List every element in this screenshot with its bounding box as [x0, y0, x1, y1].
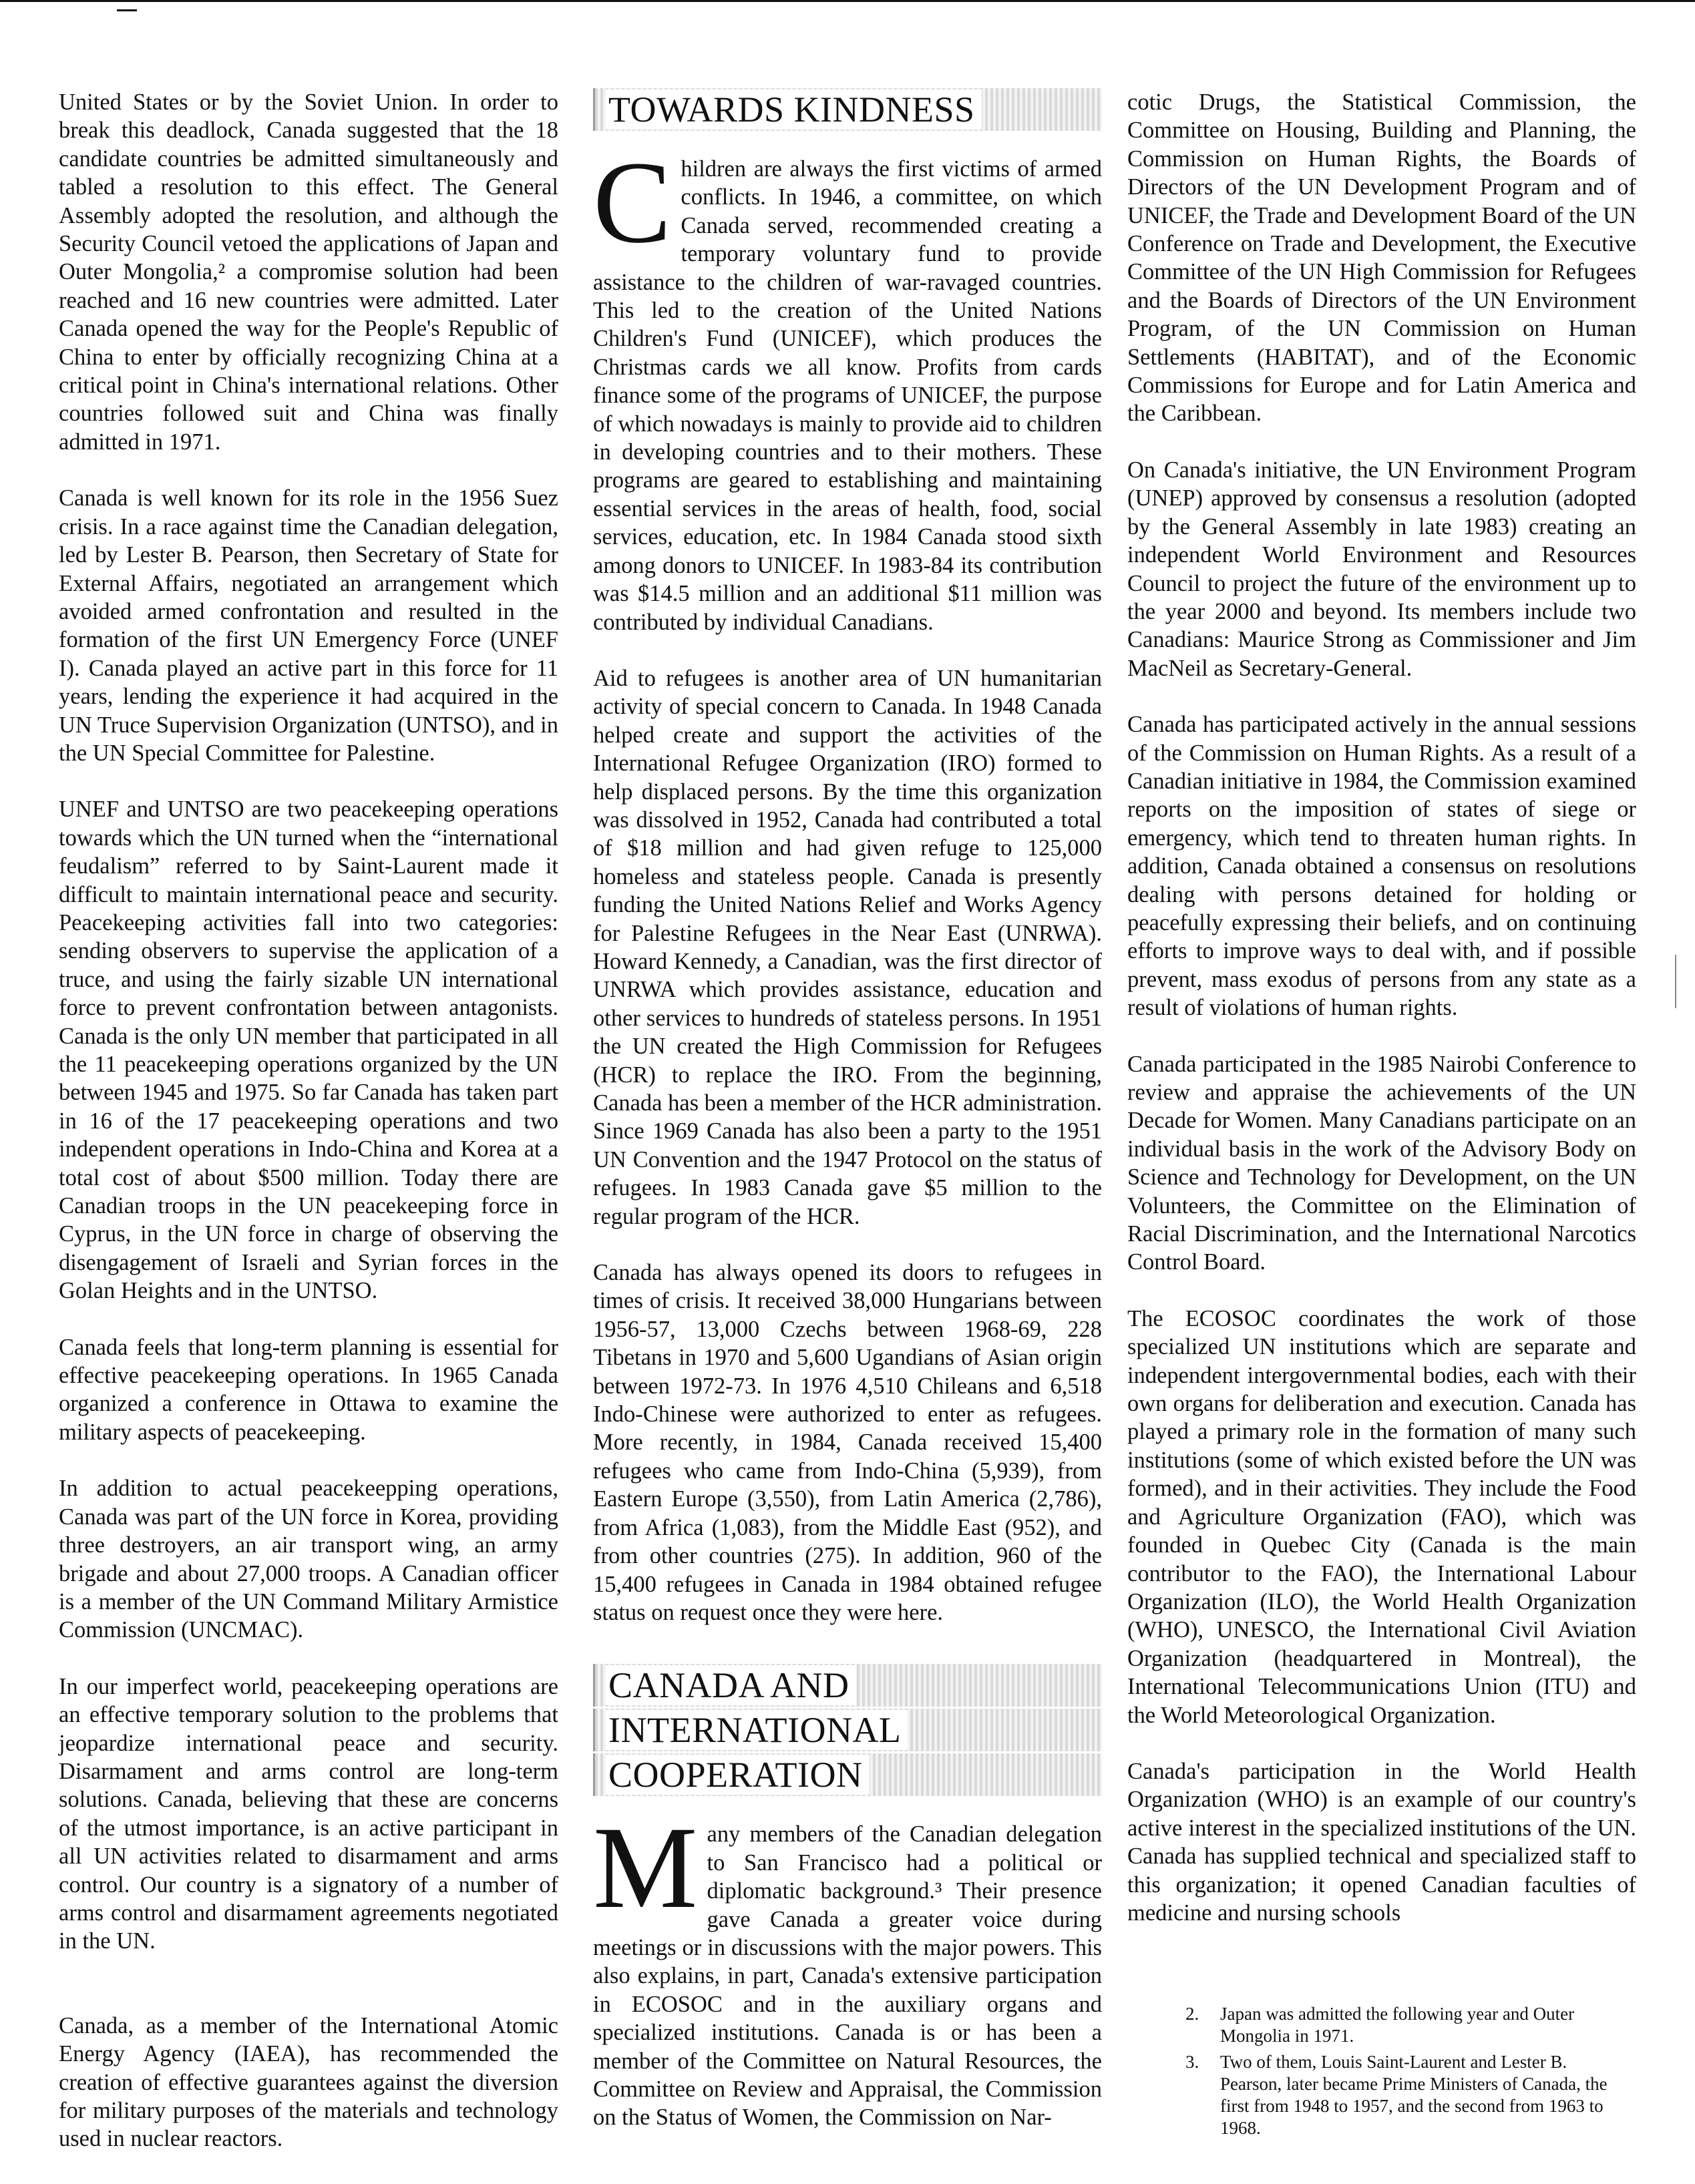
paragraph-refugees-aid: Aid to refugees is another area of UN humanitarian activity of special concern to Canada. In 1948 Canada helped create and support the activities of the International Refugee Organization (IRO) formed to help displaced persons. By the time this organization was dissolved in 1952, Canada had contributed a total of $18 million and had given refuge to 125,000 homeless and stateless people. Canada is presently funding the United Nations Relief and Works Agency for Palestine Refugees in the Near East (UNRWA). Howard Kennedy, a Canadian, was the first director of UNRWA which provides assistance, education and other services to hundreds of stateless persons. In 1951 the UN created the High Commission for Refugees (HCR) to replace the IRO. From the beginning, Canada has been a member of the HCR administration. Since 1969 Canada has also been a party to the 1951 UN Convention and the 1947 Protocol on the status of refugees. In 1983 Canada gave $5 million to the regular program of the HCR. — [593, 665, 1102, 1229]
right-column — [1127, 88, 1636, 1955]
paragraph-text: any members of the Canadian delegation to San Francisco had a political or diplomatic background.³ Their presence gave Canada a greater voice during meetings or in discussions with the major powers. This also explains, in part, Canada's extensive participation in ECOSOC and in the auxiliary organs and specialized institutions. Canada is or has been a member of the Committee on Natural Resources, the Committee on Review and Appraisal, the Commission on the Status of Women, the Commission on Nar- — [593, 1821, 1102, 2131]
middle-column — [593, 88, 1102, 2160]
paragraph-peacekeeping: UNEF and UNTSO are two peacekeeping operations towards which the UN turned when the “international feudalism” referred to by Saint-Laurent made it difficult to maintain international peace and security. Peacekeeping activities fall into two categories: sending observers to supervise the application of a truce, and using the fairly sizable UN international force to prevent confrontation between antagonists. Canada is the only UN member that participated in all the 11 peacekeeping operations organized by the UN between 1945 and 1975. So far Canada has taken part in 16 of the 17 peacekeeping operations and two independent operations in Indo-China and Korea at a total cost of about $500 million. Today there are Canadian troops in the UN peacekeeping force in Cyprus, in the UN force in charge of observing the disengagement of Israeli and Syrian forces in the Golan Heights and in the UNTSO. — [59, 797, 558, 1304]
heading-line-3: COOPERATION — [606, 1755, 870, 1795]
paragraph-korea: In addition to actual peacekeepping operations, Canada was part of the UN force in Korea, providing three destroyers, an air transport wing, an army brigade and about 27,000 troops. A Canadian officer is a member of the UN Command Military Armistice Commission (UNCMAC). — [59, 1476, 558, 1643]
paragraph-refugees-crisis: Canada has always opened its doors to refugees in times of crisis. It received 38,000 Hungarians between 1956-57, 13,000 Czechs between 1968-69, 228 Tibetans in 1970 and 5,600 Ugandians of Asian origin between 1972-73. In 1976 4,510 Chileans and 6,518 Indo-Chinese were authorized to enter as refugees. More recently, in 1984, Canada received 15,400 refugees who came from Indo-China (5,939), from Eastern Europe (3,550), from Latin America (2,786), from Africa (1,083), from the Middle East (952), and from other countries (275). In addition, 960 of the 15,400 refugees in Canada in 1984 obtained refugee status on request once they were here. — [593, 1260, 1102, 1625]
footnote-text: Two of them, Louis Saint-Laurent and Lester B. Pearson, later became Prime Ministers of Canada, the first from 1948 to 1957, and the second from 1963 to 1968. — [1220, 2052, 1608, 2138]
paragraph-ecosoc: The ECOSOC coordinates the work of those specialized UN institutions which are separate and independent intergovernmental bodies, each with their own organs for deliberation and execution. Canada has played a primary role in the formation of many such institutions (some of which existed before the UN was formed), and in their activities. They include the Food and Agriculture Organization (FAO), which was founded in Quebec City (Canada is the main contributor to the FAO), the International Labour Organization (ILO), the World Health Organization (WHO), UNESCO, the International Civil Aviation Organization (headquartered in Montreal), the International Telecommunications Union (ITU) and the World Meteorological Organization. — [1127, 1305, 1636, 1728]
heading-line-1: CANADA AND — [606, 1665, 856, 1705]
paragraph-delegation — [593, 1803, 1102, 2131]
margin-mark — [1675, 955, 1676, 1008]
footnote-2 — [1185, 2003, 1620, 2047]
paragraph-who: Canada's participation in the World Health Organization (WHO) is an example of our country's active interest in the specialized institutions of the UN. Canada has supplied technical and specialized staff to this organization; it opened Canadian faculties of medicine and nursing schools — [1127, 1758, 1636, 1926]
footnote-number: 3. — [1185, 2052, 1199, 2072]
heading-text: TOWARDS KINDNESS — [606, 89, 982, 130]
paragraph-unicef — [593, 138, 1102, 636]
footnote-text: Japan was admitted the following year and Outer Mongolia in 1971. — [1220, 2004, 1575, 2046]
footnote-number: 2. — [1185, 2004, 1199, 2024]
paragraph-planning: Canada feels that long-term planning is essential for effective peacekeeping operations. In 1965 Canada organized a conference in Ottawa to examine the military aspects of peacekeeping. — [59, 1334, 558, 1445]
paragraph-human-rights: Canada has participated actively in the annual sessions of the Commission on Human Rights. As a result of a Canadian initiative in 1984, the Commission examined reports on the imposition of states of siege or emergency, which tend to threaten human rights. In addition, Canada obtained a consensus on resolutions dealing with persons detained for holding or peacefully expressing their beliefs, and on continuing efforts to improve ways to deal with, and if possible prevent, mass exodus of persons from any state as a result of violations of human rights. — [1127, 712, 1636, 1021]
heading-canada-international-cooperation — [593, 1664, 1102, 1796]
left-column — [59, 88, 558, 2181]
paragraph-committees: cotic Drugs, the Statistical Commission, the Committee on Housing, Building and Planning, the Commission on Human Rights, the Boards of Directors of the UN Development Program and of UNICEF, the Trade and Development Board of the UN Conference on Trade and Development, the Executive Committee of the UN High Commission for Refugees and the Boards of Directors of the UN Environment Program, of the UN Commission on Human Settlements (HABITAT), and of the Economic Commissions for Europe and for Latin America and the Caribbean. — [1127, 89, 1636, 427]
footnotes — [1185, 2003, 1620, 2143]
drop-cap: C — [593, 138, 672, 268]
paragraph-suez: Canada is well known for its role in the 1956 Suez crisis. In a race against time the Canadian delegation, led by Lester B. Pearson, then Secretary of State for External Affairs, negotiated an arrangement which avoided armed confrontation and resulted in the formation of the first UN Emergency Force (UNEF I). Canada played an active part in this force for 11 years, lending the experience it had acquired in the UN Truce Supervision Organization (UNTSO), and in the UN Special Committee for Palestine. — [59, 485, 558, 766]
drop-cap: M — [593, 1803, 698, 1934]
heading-line-2: INTERNATIONAL — [606, 1710, 908, 1750]
footnote-3 — [1185, 2051, 1620, 2139]
paragraph-disarmament: In our imperfect world, peacekeeping operations are an effective temporary solution to the problems that jeopardize international peace and security. Disarmament and arms control are long-term solutions. Canada, believing that these are concerns of the utmost importance, is an active participant in all UN activities related to disarmament and arms control. Our country is a signatory of a number of arms control and disarmament agreements negotiated in the UN. — [59, 1673, 558, 1954]
top-rule-tick — [117, 9, 137, 11]
paragraph-nairobi: Canada participated in the 1985 Nairobi Conference to review and appraise the achievements of the UN Decade for Women. Many Canadians participate on an individual basis in the work of the Advisory Body on Science and Technology for Development, on the UN Volunteers, the Committee on the Elimination of Racial Discrimination, and the International Narcotics Control Board. — [1127, 1051, 1636, 1275]
paragraph-unep: On Canada's initiative, the UN Environment Program (UNEP) approved by consensus a resolution (adopted by the General Assembly in late 1983) creating an independent World Environment and Resources Council to project the future of the environment up to the year 2000 and beyond. Its members include two Canadians: Maurice Strong as Commissioner and Jim MacNeil as Secretary-General. — [1127, 457, 1636, 681]
paragraph-text: hildren are always the first victims of armed conflicts. In 1946, a committee, on which Canada served, recommended creating a temporary voluntary fund to provide assistance to the children of war-ravaged countries. This led to the creation of the United Nations Children's Fund (UNICEF), which produces the Christmas cards we all know. Profits from cards finance some of the programs of UNICEF, the purpose of which nowadays is mainly to provide aid to children in developing countries and to their mothers. These programs are geared to establishing and maintaining essential services in the areas of health, food, social services, education, etc. In 1984 Canada stood sixth among donors to UNICEF. In 1983-84 its contribution was $14.5 million and an additional $11 million was contributed by individual Canadians. — [593, 156, 1102, 635]
heading-towards-kindness — [593, 88, 1102, 131]
top-rule — [0, 0, 1695, 2]
paragraph-admission: United States or by the Soviet Union. In order to break this deadlock, Canada suggested that the 18 candidate countries be admitted simultaneously and tabled a resolution to this effect. The General Assembly adopted the resolution, and although the Security Council vetoed the applications of Japan and Outer Mongolia,² a compromise solution had been reached and 16 new countries were admitted. Later Canada opened the way for the People's Republic of China to enter by officially recognizing China at a critical point in China's international relations. Other countries followed suit and China was finally admitted in 1971. — [59, 89, 558, 455]
paragraph-iaea: Canada, as a member of the International Atomic Energy Agency (IAEA), has recommended the creation of effective guarantees against the diversion for military purposes of the materials and technology used in nuclear reactors. — [59, 2012, 558, 2152]
